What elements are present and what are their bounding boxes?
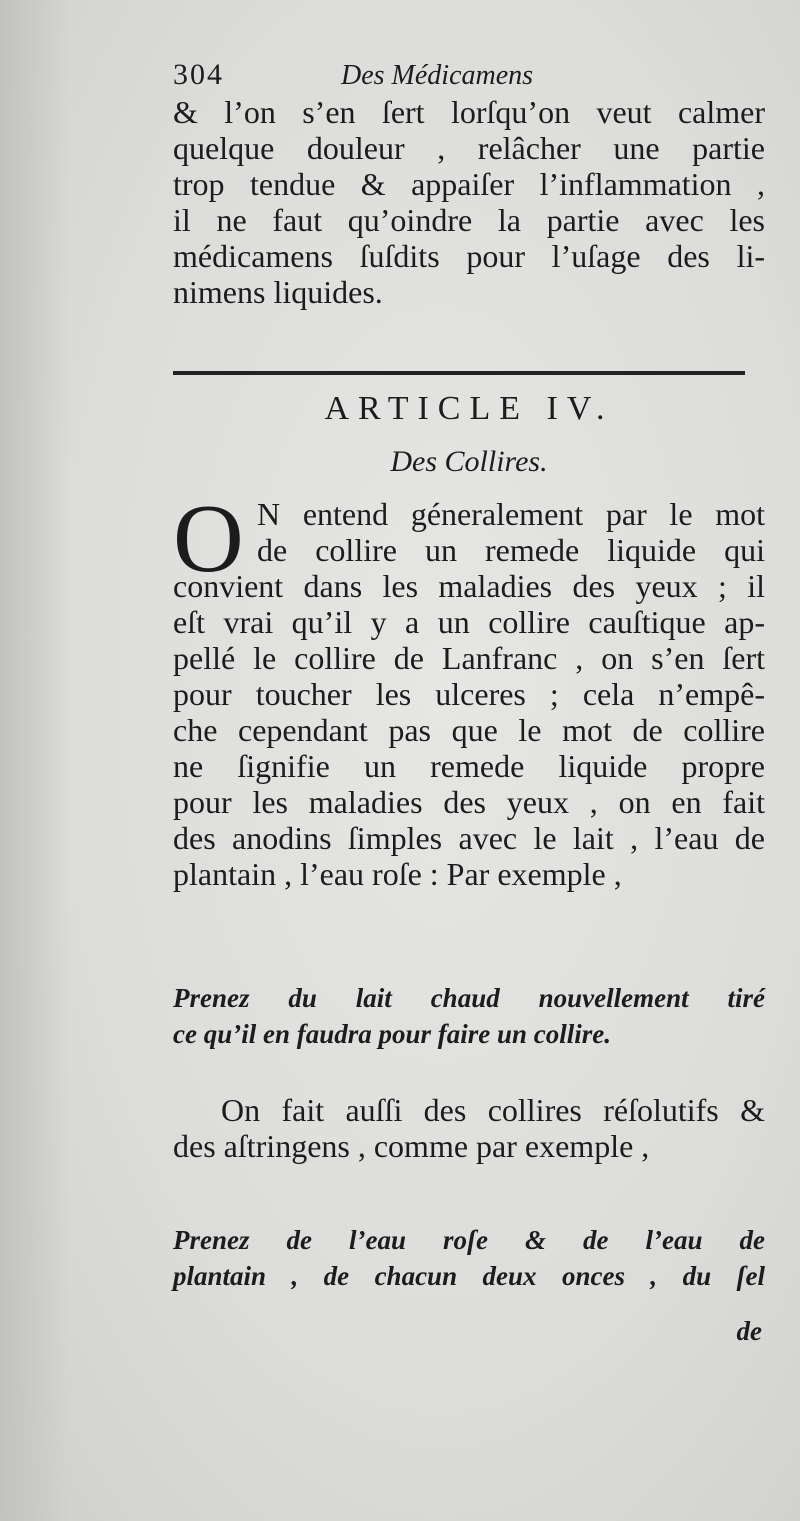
page-number: 304 — [173, 58, 224, 91]
section-subheading: Des Collires. — [390, 445, 548, 478]
recipe-line: plantain , de chacun deux onces , du ſel — [173, 1261, 765, 1291]
text-line: ne ſignifie un remede liquide propre — [173, 748, 765, 784]
text-line: che cependant pas que le mot de collire — [173, 712, 765, 748]
text-line: des aſtringens , comme par exemple , — [173, 1128, 650, 1164]
paragraph-resolutifs — [173, 1092, 765, 1164]
page-header — [173, 58, 763, 98]
recipe-rose-water — [173, 1222, 765, 1294]
text-line: eſt vrai qu’il y a un collire cauſtique ap- — [173, 604, 765, 640]
text-line: On fait auſſi des collires réſolutifs & — [221, 1092, 765, 1128]
catchword: de — [736, 1316, 762, 1346]
text-line: trop tendue & appaiſer l’inflammation , — [173, 166, 765, 202]
paragraph-collires — [173, 496, 765, 892]
paragraph-continuation — [173, 94, 765, 310]
recipe-line: Prenez du lait chaud nouvellement tiré — [173, 983, 765, 1013]
recipe-milk — [173, 980, 765, 1052]
text-line: des anodins ſimples avec le lait , l’eau de — [173, 820, 765, 856]
page-shadow — [0, 0, 70, 1521]
text-line: & l’on s’en ſert lorſqu’on veut calmer — [173, 94, 765, 130]
text-line: convient dans les maladies des yeux ; il — [173, 568, 765, 604]
drop-cap: O — [173, 485, 244, 593]
running-title: Des Médicamens — [341, 60, 534, 91]
section-rule — [173, 371, 745, 375]
text-line: médicamens ſuſdits pour l’uſage des li- — [173, 238, 765, 274]
recipe-line: Prenez de l’eau roſe & de l’eau de — [173, 1225, 765, 1255]
text-line: N entend géneralement par le mot — [257, 496, 765, 532]
text-line: quelque douleur , relâcher une partie — [173, 130, 765, 166]
text-line: pour les maladies des yeux , on en fait — [173, 784, 765, 820]
text-line: de collire un remede liquide qui — [257, 532, 765, 568]
text-line: pellé le collire de Lanfranc , on s’en ſert — [173, 640, 765, 676]
text-line: plantain , l’eau roſe : Par exemple , — [173, 856, 622, 892]
text-line: pour toucher les ulceres ; cela n’empê- — [173, 676, 765, 712]
text-line: nimens liquides. — [173, 274, 383, 310]
text-line: il ne faut qu’oindre la partie avec les — [173, 202, 765, 238]
article-heading: ARTICLE IV. — [324, 390, 614, 427]
recipe-line: ce qu’il en faudra pour faire un collire. — [173, 1019, 612, 1049]
